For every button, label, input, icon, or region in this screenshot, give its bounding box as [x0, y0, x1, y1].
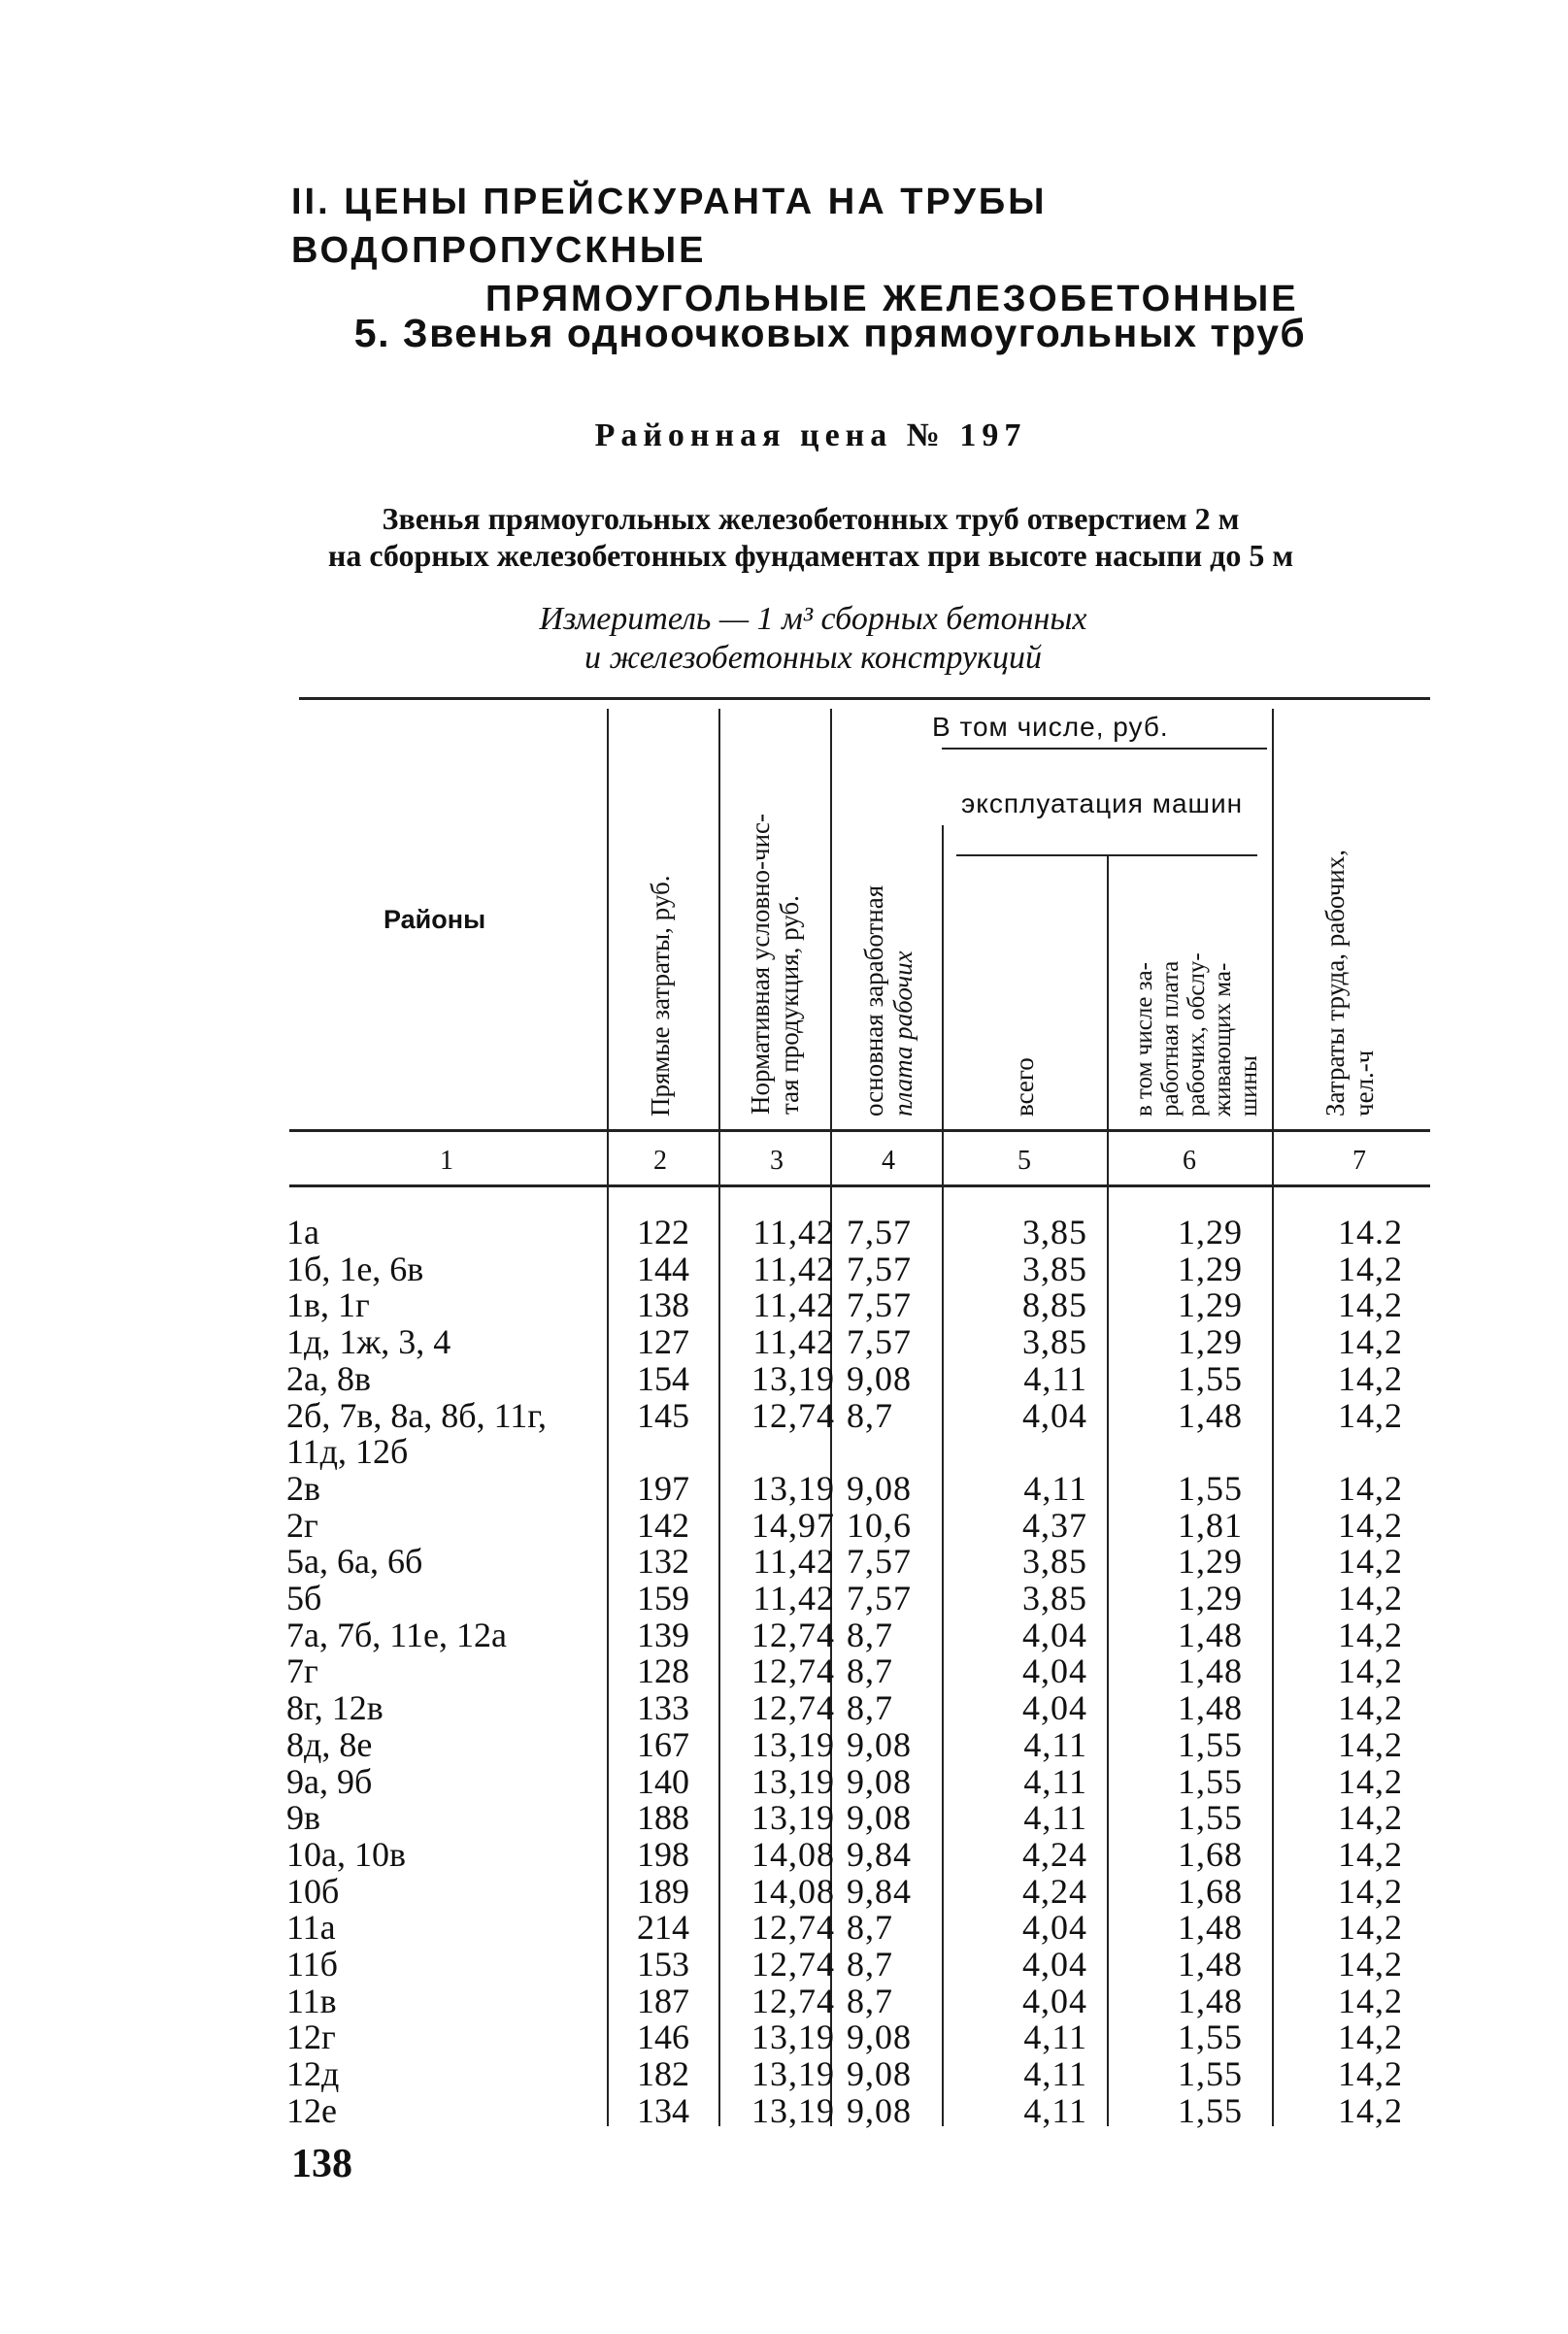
cell-col-5: 3,85 [1022, 1322, 1087, 1362]
cell-col-4: 8,7 [847, 1945, 893, 1984]
cell-col-5: 4,37 [1022, 1505, 1087, 1545]
cell-col-7: 14,2 [1338, 1724, 1403, 1764]
cell-col-3: 11,42 [752, 1542, 835, 1582]
cell-region: 11а [286, 1908, 336, 1948]
header-total: всего [1010, 1057, 1039, 1117]
cell-region: 12д [286, 2054, 340, 2094]
cell-col-4: 8,7 [847, 1651, 893, 1691]
col-number-2: 2 [653, 1146, 667, 1176]
cell-col-2: 198 [637, 1834, 689, 1874]
header-direct-costs: Прямые затраты, руб. [646, 875, 675, 1117]
cell-col-3: 14,08 [751, 1871, 835, 1911]
cell-col-2: 197 [637, 1468, 689, 1508]
cell-region: 10б [286, 1871, 340, 1911]
col-divider-1 [607, 709, 609, 2126]
cell-col-3: 12,74 [751, 1651, 835, 1691]
cell-col-2: 189 [637, 1871, 689, 1911]
cell-col-5: 4,11 [1023, 1468, 1087, 1508]
cell-col-4: 8,7 [847, 1908, 893, 1948]
cell-col-7: 14,2 [1338, 2054, 1403, 2094]
cell-col-2: 214 [637, 1908, 689, 1948]
cell-col-7: 14,2 [1338, 2090, 1403, 2130]
cell-col-5: 3,85 [1022, 1579, 1087, 1617]
cell-col-4: 7,57 [847, 1249, 912, 1288]
header-normative: Нормативная условно-чис- тая продукция, руб. [746, 813, 804, 1115]
cell-col-3: 13,19 [751, 1724, 835, 1764]
subsection-title: 5. Звенья одноочковых прямоугольных труб [353, 311, 1307, 355]
header-labor: Затраты труда, рабочих, чел.-ч [1320, 849, 1379, 1117]
col-divider-5 [1107, 854, 1109, 2126]
cell-col-2: 133 [637, 1688, 689, 1728]
col-number-5: 5 [1018, 1146, 1031, 1176]
cell-col-5: 4,04 [1022, 1395, 1087, 1435]
header-incl-wage: в том числе за- работная плата рабочих, обслу- живающих ма- шины [1131, 952, 1262, 1117]
cell-col-2: 138 [637, 1285, 689, 1325]
including-rule [942, 748, 1267, 750]
cell-col-6: 1,68 [1178, 1871, 1243, 1911]
table-top-rule [299, 697, 1430, 700]
cell-col-6: 1,29 [1178, 1249, 1243, 1288]
cell-col-4: 9,08 [847, 2017, 912, 2057]
cell-region: 1б, 1е, 6в [286, 1249, 424, 1288]
cell-region: 1д, 1ж, 3, 4 [286, 1322, 451, 1362]
price-label: Районная цена № 197 [594, 417, 1027, 453]
cell-col-2: 140 [637, 1761, 689, 1801]
cell-col-7: 14.2 [1338, 1213, 1403, 1251]
cell-col-7: 14,2 [1338, 1322, 1403, 1362]
cell-col-3: 14,97 [751, 1505, 835, 1545]
cell-col-5: 4,11 [1023, 2054, 1087, 2094]
cell-col-7: 14,2 [1338, 1505, 1403, 1545]
cell-region: 7г [286, 1651, 318, 1691]
cell-col-3: 13,19 [751, 2090, 835, 2130]
cell-col-3: 12,74 [751, 1395, 835, 1435]
cell-col-5: 4,04 [1022, 1981, 1087, 2020]
header-base-wage: основная заработная плата рабочих [859, 884, 917, 1117]
cell-region: 12е [286, 2090, 337, 2130]
cell-col-4: 7,57 [847, 1285, 912, 1325]
cell-region: 1а [286, 1213, 319, 1251]
cell-col-3: 11,42 [752, 1579, 835, 1617]
cell-col-3: 12,74 [751, 1945, 835, 1984]
cell-col-6: 1,29 [1178, 1213, 1243, 1251]
description [0, 500, 1568, 574]
cell-col-4: 7,57 [847, 1213, 912, 1251]
col-number-4: 4 [882, 1146, 895, 1176]
cell-col-4: 9,08 [847, 2054, 912, 2094]
cell-col-7: 14,2 [1338, 1981, 1403, 2020]
header-machine-ops: эксплуатация машин [961, 788, 1244, 818]
cell-col-4: 7,57 [847, 1542, 912, 1582]
cell-region: 11в [286, 1981, 337, 2020]
cell-col-7: 14,2 [1338, 1798, 1403, 1838]
cell-col-6: 1,55 [1178, 1468, 1243, 1508]
cell-col-5: 8,85 [1022, 1285, 1087, 1325]
cell-col-7: 14,2 [1338, 1688, 1403, 1728]
cell-col-3: 11,42 [752, 1213, 835, 1251]
cell-col-5: 3,85 [1022, 1542, 1087, 1582]
cell-col-5: 4,11 [1023, 2090, 1087, 2130]
cell-col-6: 1,48 [1178, 1651, 1243, 1691]
cell-col-4: 9,84 [847, 1871, 912, 1911]
cell-col-6: 1,48 [1178, 1688, 1243, 1728]
cell-col-6: 1,48 [1178, 1908, 1243, 1948]
cell-col-5: 4,11 [1023, 2017, 1087, 2057]
cell-region: 2г [286, 1505, 318, 1545]
header-including: В том числе, руб. [932, 712, 1169, 742]
cell-region: 8д, 8е [286, 1724, 373, 1764]
cell-col-2: 142 [637, 1505, 689, 1545]
cell-col-3: 13,19 [751, 1358, 835, 1398]
cell-col-5: 4,04 [1022, 1945, 1087, 1984]
cell-col-5: 4,11 [1023, 1358, 1087, 1398]
description-line2: на сборных железобетонных фундаментах при высоте насыпи до 5 м [327, 538, 1294, 573]
cell-col-6: 1,55 [1178, 2090, 1243, 2130]
cell-col-3: 12,74 [751, 1688, 835, 1728]
cell-col-7: 14,2 [1338, 1468, 1403, 1508]
cell-col-2: 188 [637, 1798, 689, 1838]
cell-col-5: 4,11 [1023, 1761, 1087, 1801]
cell-col-2: 154 [637, 1358, 689, 1398]
cell-col-6: 1,55 [1178, 2054, 1243, 2094]
cell-region: 2б, 7в, 8а, 8б, 11г, [286, 1395, 547, 1435]
cell-col-6: 1,55 [1178, 1761, 1243, 1801]
col-number-7: 7 [1352, 1146, 1366, 1176]
cell-col-4: 7,57 [847, 1322, 912, 1362]
cell-region: 1в, 1г [286, 1285, 370, 1325]
cell-col-6: 1,29 [1178, 1542, 1243, 1582]
col-divider-2 [718, 709, 720, 2126]
cell-col-4: 9,08 [847, 1724, 912, 1764]
col-number-3: 3 [770, 1146, 784, 1176]
cell-col-4: 9,08 [847, 1761, 912, 1801]
cell-col-7: 14,2 [1338, 1285, 1403, 1325]
cell-col-2: 167 [637, 1724, 689, 1764]
cell-col-5: 4,24 [1022, 1834, 1087, 1874]
cell-col-6: 1,81 [1178, 1505, 1243, 1545]
cell-col-6: 1,55 [1178, 1798, 1243, 1838]
cell-col-7: 14,2 [1338, 1761, 1403, 1801]
section-title-line1: II. ЦЕНЫ ПРЕЙСКУРАНТА НА ТРУБЫ ВОДОПРОПУСКНЫЕ [291, 182, 1048, 271]
cell-col-6: 1,48 [1178, 1945, 1243, 1984]
cell-col-3: 13,19 [751, 1468, 835, 1508]
cell-region: 8г, 12в [286, 1688, 384, 1728]
cell-col-2: 182 [637, 2054, 689, 2094]
cell-col-5: 4,04 [1022, 1908, 1087, 1948]
cell-col-2: 132 [637, 1542, 689, 1582]
cell-col-3: 13,19 [751, 1761, 835, 1801]
cell-col-7: 14,2 [1338, 1542, 1403, 1582]
cell-region: 9в [286, 1798, 320, 1838]
cell-col-6: 1,29 [1178, 1285, 1243, 1325]
cell-col-4: 8,7 [847, 1981, 893, 2020]
numbers-bottom-rule [289, 1184, 1430, 1187]
cell-col-7: 14,2 [1338, 1651, 1403, 1691]
cell-col-3: 12,74 [751, 1615, 835, 1654]
cell-col-7: 14,2 [1338, 1615, 1403, 1654]
cell-col-7: 14,2 [1338, 1945, 1403, 1984]
cell-col-6: 1,55 [1178, 1358, 1243, 1398]
cell-col-5: 3,85 [1022, 1213, 1087, 1251]
cell-col-6: 1,48 [1178, 1395, 1243, 1435]
cell-col-7: 14,2 [1338, 1908, 1403, 1948]
col-number-6: 6 [1183, 1146, 1196, 1176]
cell-col-3: 11,42 [752, 1285, 835, 1325]
cell-region: 2а, 8в [286, 1358, 371, 1398]
cell-col-7: 14,2 [1338, 1834, 1403, 1874]
cell-col-5: 4,04 [1022, 1615, 1087, 1654]
cell-col-7: 14,2 [1338, 1395, 1403, 1435]
cell-col-4: 9,84 [847, 1834, 912, 1874]
cell-col-4: 7,57 [847, 1579, 912, 1617]
cell-region: 5а, 6а, 6б [286, 1542, 423, 1582]
cell-region: 10а, 10в [286, 1834, 406, 1874]
cell-col-7: 14,2 [1338, 2017, 1403, 2057]
page-number: 138 [291, 2142, 352, 2186]
cell-region: 7а, 7б, 11е, 12а [286, 1615, 507, 1654]
cell-col-6: 1,55 [1178, 2017, 1243, 2057]
cell-col-4: 9,08 [847, 1358, 912, 1398]
cell-col-7: 14,2 [1338, 1249, 1403, 1288]
cell-col-2: 187 [637, 1981, 689, 2020]
cell-col-3: 14,08 [751, 1834, 835, 1874]
cell-col-4: 8,7 [847, 1615, 893, 1654]
cell-col-2: 145 [637, 1395, 689, 1435]
cell-col-2: 128 [637, 1651, 689, 1691]
cell-col-6: 1,48 [1178, 1981, 1243, 2020]
cell-col-7: 14,2 [1338, 1871, 1403, 1911]
cell-col-2: 139 [637, 1615, 689, 1654]
cell-col-2: 134 [637, 2090, 689, 2130]
cell-col-3: 12,74 [751, 1908, 835, 1948]
cell-col-2: 127 [637, 1322, 689, 1362]
cell-col-3: 13,19 [751, 2054, 835, 2094]
cell-col-4: 9,08 [847, 2090, 912, 2130]
cell-col-6: 1,55 [1178, 1724, 1243, 1764]
cell-col-4: 10,6 [847, 1505, 912, 1545]
meter [0, 600, 1568, 678]
cell-region: 2в [286, 1468, 320, 1508]
header-regions: Районы [384, 905, 486, 934]
cell-col-4: 9,08 [847, 1798, 912, 1838]
cell-col-4: 8,7 [847, 1688, 893, 1728]
cell-region: 11б [286, 1945, 338, 1984]
cell-col-2: 122 [637, 1213, 689, 1251]
cell-col-5: 4,24 [1022, 1871, 1087, 1911]
cell-col-7: 14,2 [1338, 1579, 1403, 1617]
section-title [291, 178, 1456, 323]
cell-col-3: 13,19 [751, 1798, 835, 1838]
cell-col-5: 4,11 [1023, 1724, 1087, 1764]
cell-col-3: 11,42 [752, 1249, 835, 1288]
cell-col-5: 4,04 [1022, 1688, 1087, 1728]
cell-col-6: 1,29 [1178, 1579, 1243, 1617]
description-line1: Звенья прямоугольных железобетонных труб отверстием 2 м [382, 501, 1240, 536]
cell-region: 12г [286, 2017, 336, 2057]
cell-region: 9а, 9б [286, 1761, 373, 1801]
cell-region: 11д, 12б [286, 1432, 409, 1472]
cell-col-4: 9,08 [847, 1468, 912, 1508]
cell-col-5: 4,11 [1023, 1798, 1087, 1838]
col-number-1: 1 [440, 1146, 453, 1176]
cell-col-5: 3,85 [1022, 1249, 1087, 1288]
cell-col-2: 146 [637, 2017, 689, 2057]
cell-col-6: 1,48 [1178, 1615, 1243, 1654]
cell-col-6: 1,68 [1178, 1834, 1243, 1874]
cell-col-2: 159 [637, 1579, 689, 1617]
cell-region: 5б [286, 1579, 322, 1617]
cell-col-2: 144 [637, 1249, 689, 1288]
cell-col-5: 4,04 [1022, 1651, 1087, 1691]
cell-col-4: 8,7 [847, 1395, 893, 1435]
header-bottom-rule [289, 1129, 1430, 1132]
meter-line2: и железобетонных конструкций [584, 640, 1042, 676]
section-title-line2: ПРЯМОУГОЛЬНЫЕ ЖЕЛЕЗОБЕТОННЫЕ [485, 279, 1299, 319]
cell-col-2: 153 [637, 1945, 689, 1984]
cell-col-3: 13,19 [751, 2017, 835, 2057]
cell-col-6: 1,29 [1178, 1322, 1243, 1362]
col-divider-6 [1272, 709, 1274, 2126]
cell-col-7: 14,2 [1338, 1358, 1403, 1398]
meter-line1: Измеритель — 1 м³ сборных бетонных [539, 601, 1087, 637]
cell-col-3: 11,42 [752, 1322, 835, 1362]
cell-col-3: 12,74 [751, 1981, 835, 2020]
